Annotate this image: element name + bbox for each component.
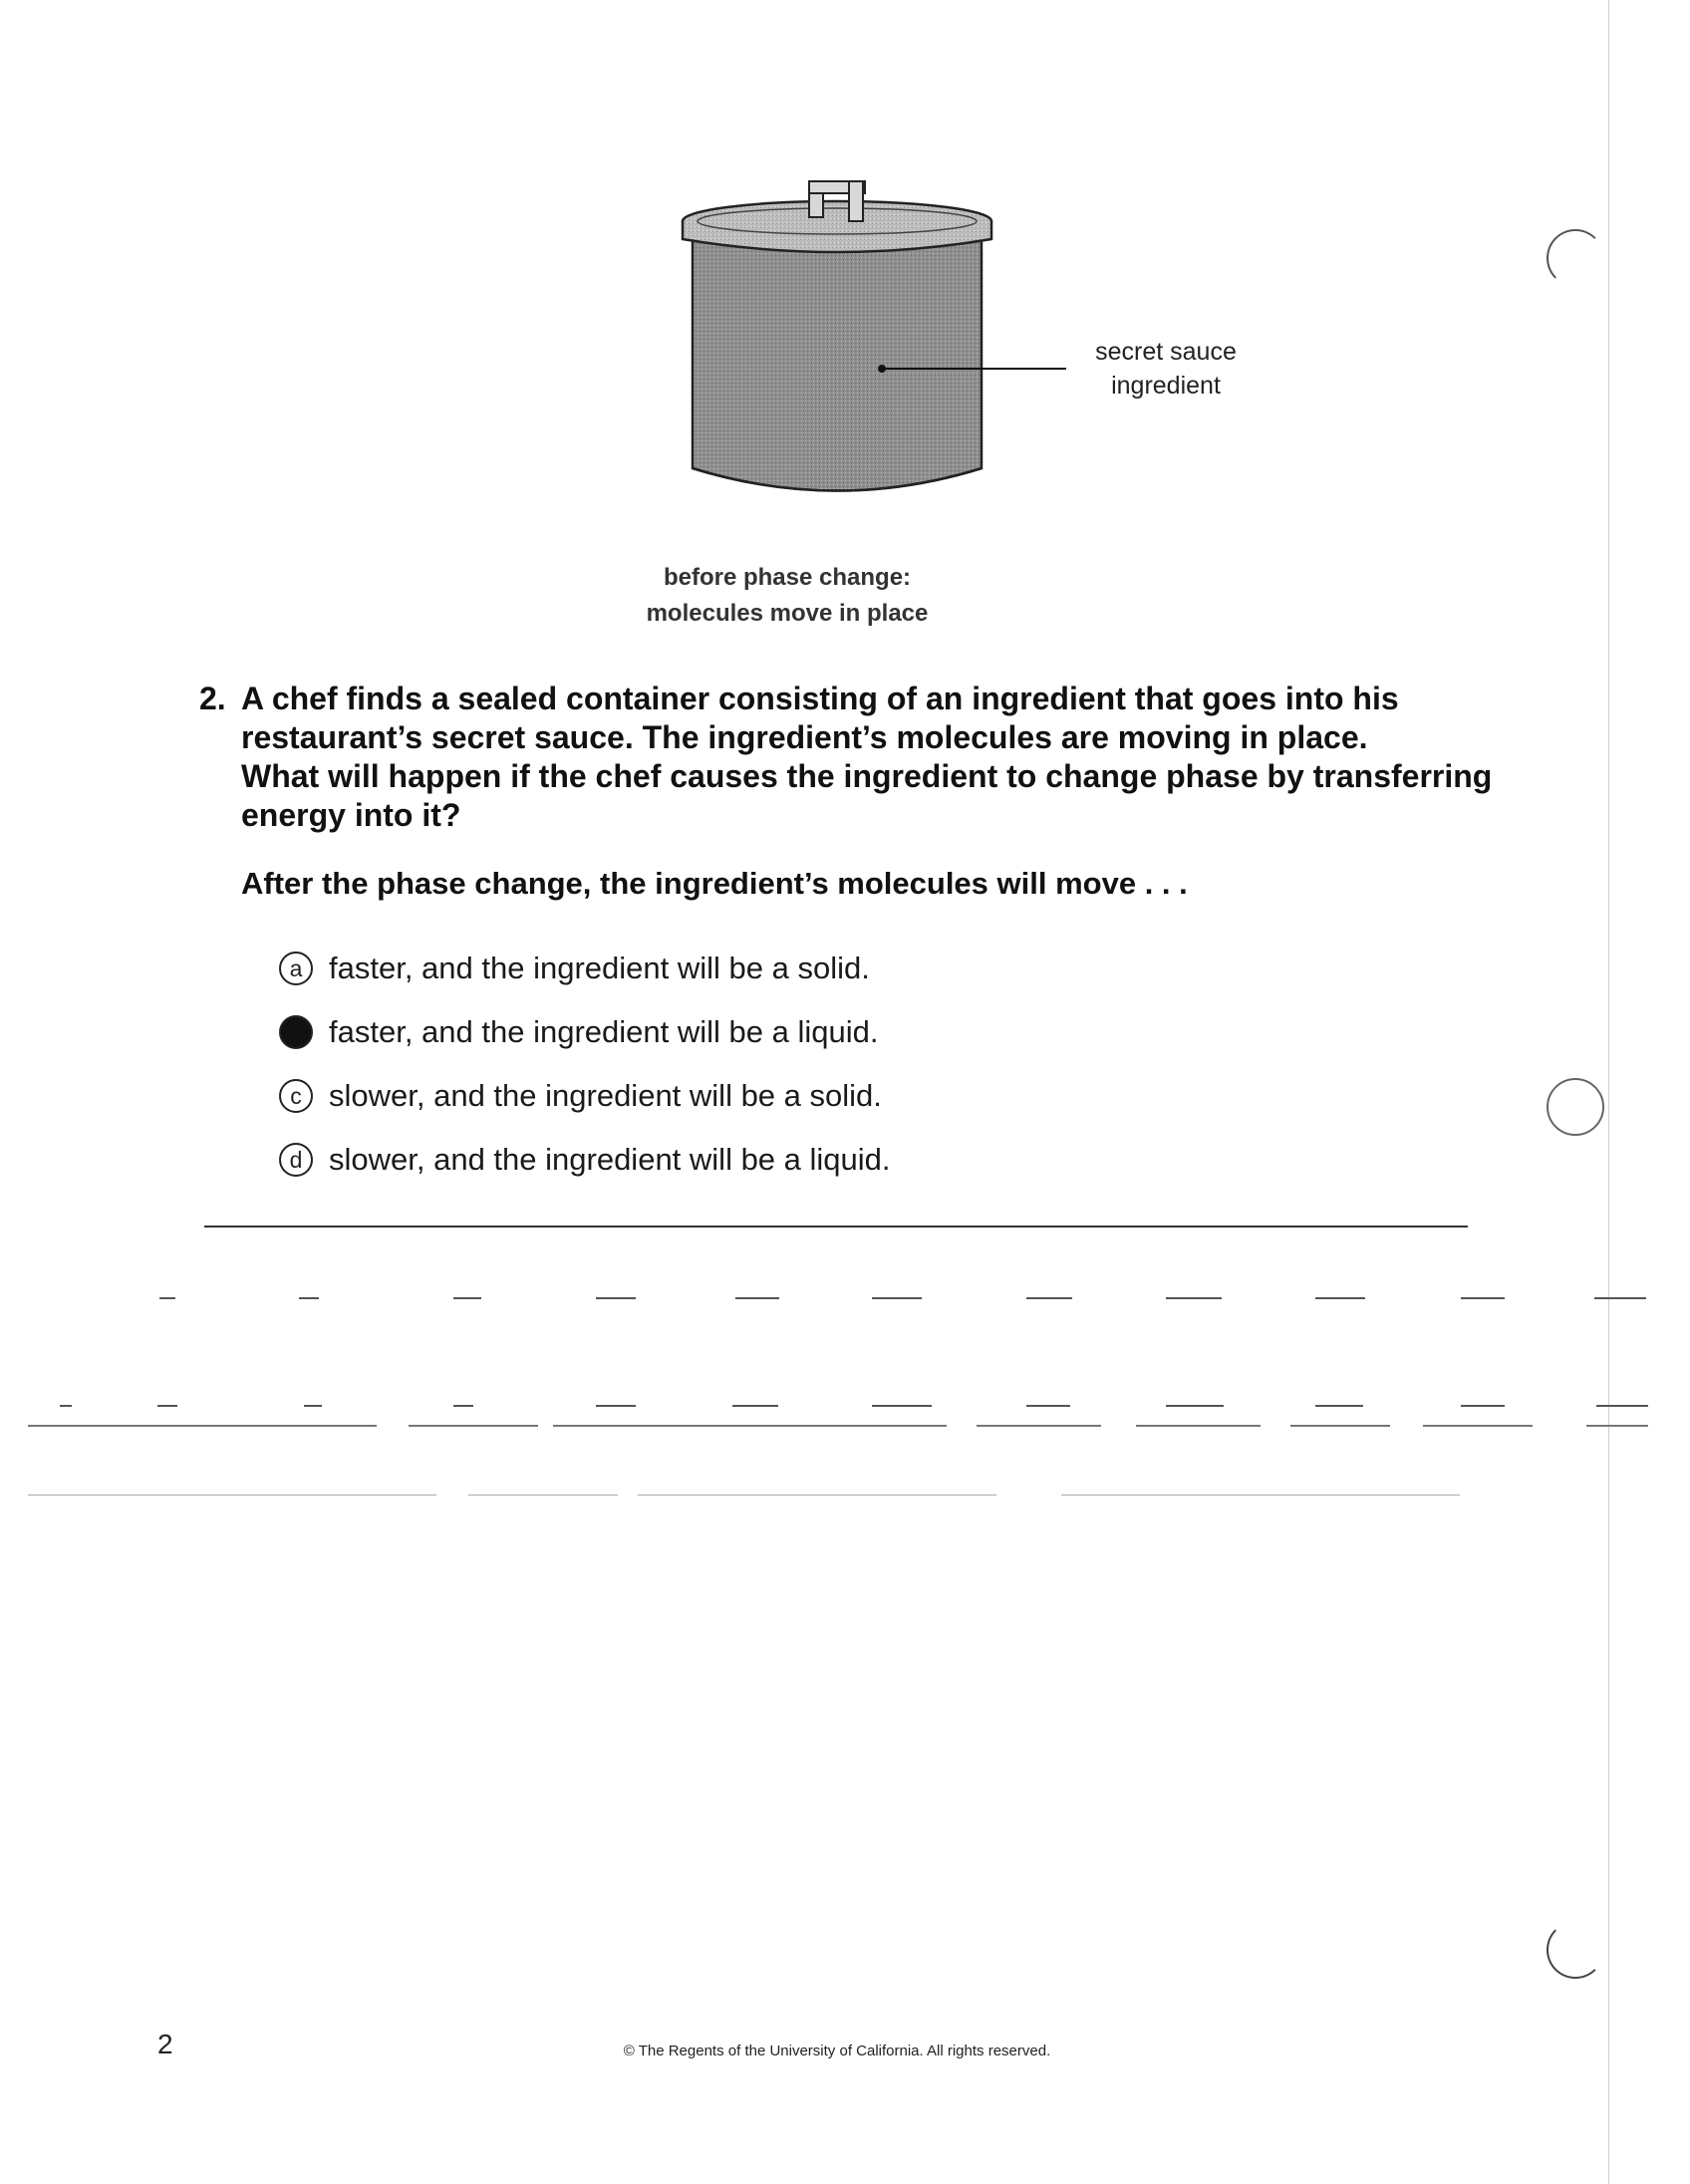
figure-caption-line-2: molecules move in place [646, 600, 929, 627]
binder-hole-bottom [1547, 1921, 1604, 1979]
container-label-line-2: ingredient [1111, 372, 1221, 400]
container-label [1066, 335, 1266, 403]
choice-a-bubble[interactable]: a [279, 952, 313, 985]
question-text [241, 680, 1525, 835]
choice-d-text: slower, and the ingredient will be a liquid. [329, 1142, 891, 1177]
page-number: 2 [157, 2029, 173, 2059]
choice-d-bubble[interactable]: d [279, 1143, 313, 1177]
container-label-line-1: secret sauce [1095, 338, 1237, 366]
binder-hole-middle [1547, 1078, 1604, 1136]
choice-a-text: faster, and the ingredient will be a solid. [329, 951, 870, 985]
choice-a[interactable] [279, 937, 1375, 1000]
question-line-3: What will happen if the chef causes the ingredient to change phase by transferring [241, 758, 1493, 794]
question-number: 2. [199, 681, 226, 716]
scan-artifact-row-4 [0, 1495, 1690, 1499]
pot-body [693, 227, 982, 491]
question-line-2: restaurant’s secret sauce. The ingredient’s molecules are moving in place. [241, 719, 1368, 755]
choice-b-bubble-selected[interactable]: b [279, 1015, 313, 1049]
question-2 [199, 680, 1525, 835]
scan-artifact-row-1 [0, 1297, 1690, 1301]
scan-artifact-row-3 [0, 1425, 1690, 1429]
choice-b[interactable] [279, 1000, 1375, 1064]
choice-b-text: faster, and the ingredient will be a liquid. [329, 1014, 879, 1049]
figure-caption-line-1: before phase change: [663, 564, 912, 591]
section-divider [204, 1226, 1468, 1228]
question-line-1: A chef finds a sealed container consisting of an ingredient that goes into his [241, 681, 1399, 716]
copyright-notice: © The Regents of the University of California. All rights reserved. [623, 2043, 1051, 2059]
choice-d[interactable] [279, 1128, 1375, 1192]
binder-hole-top [1547, 229, 1604, 287]
choice-c-text: slower, and the ingredient will be a solid. [329, 1078, 882, 1113]
figure-caption [598, 560, 977, 632]
pot-lid [683, 201, 991, 252]
choice-c[interactable] [279, 1064, 1375, 1128]
question-line-4: energy into it? [241, 797, 461, 833]
question-prompt: After the phase change, the ingredient’s molecules will move . . . [241, 866, 1188, 901]
page-edge-line [1608, 0, 1609, 2184]
choice-c-bubble[interactable]: c [279, 1079, 313, 1113]
scan-artifact-row-2 [0, 1405, 1690, 1409]
answer-choices [279, 937, 1375, 1192]
